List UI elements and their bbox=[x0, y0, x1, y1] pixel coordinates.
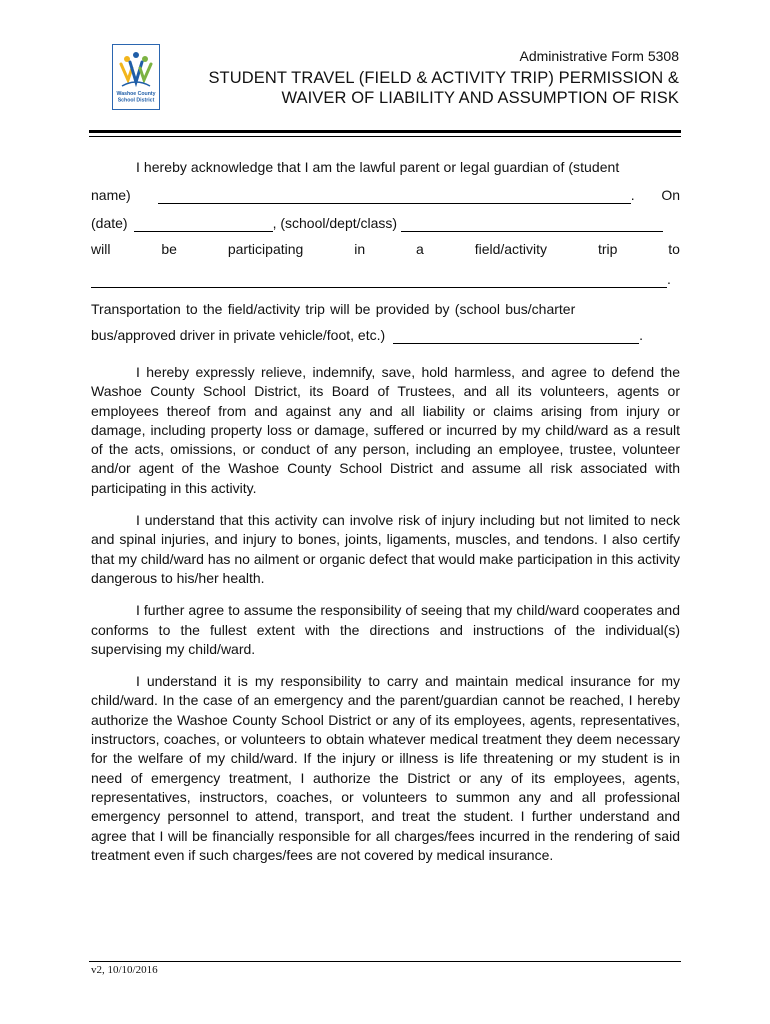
header-divider-thick bbox=[89, 130, 681, 133]
student-name-field[interactable] bbox=[158, 189, 631, 204]
word-field-activity: field/activity bbox=[474, 241, 548, 257]
word-to: to bbox=[668, 241, 680, 257]
destination-line bbox=[91, 258, 680, 288]
word-will: will bbox=[91, 241, 111, 257]
version-date: v2, 10/10/2016 bbox=[91, 964, 158, 976]
word-in: in bbox=[354, 241, 366, 257]
acknowledgement-text: I hereby acknowledge that I am the lawful parent or legal guardian of (student bbox=[136, 159, 620, 175]
acknowledgement-line bbox=[91, 150, 680, 176]
date-label: (date) bbox=[91, 215, 128, 231]
medical-paragraph: I understand it is my responsibility to carry and maintain medical insurance for my child/ward. In the case of an emergency and the parent/guardian cannot be reached, I hereby authorize the Washoe County School District or any of its employees, agents, representatives, instructors, coaches, or volunteers to obtain whatever medical treatment they deem necessary for the welfare of my child/ward. If the injury or illness is life threatening or my student is in need of emergency treatment, I authorize the District or any of its employees, agents, representatives, instructors, coaches, or volunteers to summon any and all professional emergency personnel to attend, transport, and treat the student. I further understand and agree that I will be financially responsible for all charges/fees incurred in the rendering of said treatment even if such charges/fees are not covered by medical insurance. bbox=[91, 673, 680, 863]
student-name-line bbox=[91, 176, 680, 204]
destination-field[interactable] bbox=[91, 273, 667, 288]
form-body bbox=[91, 150, 680, 865]
transportation-detail-line bbox=[91, 318, 680, 344]
form-title bbox=[160, 68, 679, 108]
destination-period: . bbox=[667, 271, 671, 287]
transportation-line bbox=[91, 288, 680, 318]
footer-divider bbox=[89, 961, 681, 962]
form-number: Administrative Form 5308 bbox=[519, 48, 679, 64]
transportation-text: Transportation to the field/activity trip will be provided by (school bus/charter bbox=[91, 301, 576, 317]
responsibility-paragraph: I further agree to assume the responsibility of seeing that my child/ward cooperates and conforms to the fullest extent with the directions and instructions of the individual(s) supervising my child/ward. bbox=[91, 602, 680, 657]
date-field[interactable] bbox=[134, 217, 273, 232]
form-title-line1: STUDENT TRAVEL (FIELD & ACTIVITY TRIP) PERMISSION & bbox=[208, 69, 679, 87]
risk-paragraph: I understand that this activity can involve risk of injury including but not limited to neck and spinal injuries, and injury to bones, joints, ligaments, muscles, and tendons. I also certify that my child/ward has no ailment or organic defect that would make participation in this activity dangerous to his/her health. bbox=[91, 512, 680, 586]
school-label: , (school/dept/class) bbox=[272, 215, 398, 231]
student-name-period: . bbox=[630, 187, 635, 203]
transportation-field[interactable] bbox=[393, 329, 639, 344]
word-a: a bbox=[416, 241, 424, 257]
svg-text:Washoe County: Washoe County bbox=[116, 91, 156, 97]
word-participating: participating bbox=[227, 241, 304, 257]
indemnity-paragraph: I hereby expressly relieve, indemnify, save, hold harmless, and agree to defend the Washoe County School District, its Board of Trustees, and all its volunteers, agents or employees thereof from and against any and all liability or claims arising from injury or damage, including property loss or damage, suffered or incurred by my child/ward as a result of the acts, omissions, or conduct of any person, including an employee, trustee, volunteer and/or agent of the Washoe County School District and assume all risk associated with participating in this activity. bbox=[91, 364, 680, 496]
form-title-line2: WAIVER OF LIABILITY AND ASSUMPTION OF RISK bbox=[281, 89, 679, 107]
date-school-line bbox=[91, 204, 680, 232]
student-name-label: name) bbox=[91, 187, 131, 203]
washoe-county-school-district-logo bbox=[112, 44, 160, 110]
on-label: On bbox=[661, 187, 680, 203]
word-trip: trip bbox=[597, 241, 618, 257]
word-be: be bbox=[161, 241, 177, 257]
header-divider-thin bbox=[89, 136, 681, 137]
school-field[interactable] bbox=[401, 217, 663, 232]
transportation-detail-label: bus/approved driver in private vehicle/foot, etc.) bbox=[91, 327, 386, 343]
svg-text:School District: School District bbox=[117, 97, 155, 104]
transportation-period: . bbox=[639, 327, 644, 343]
participating-line bbox=[91, 232, 680, 258]
